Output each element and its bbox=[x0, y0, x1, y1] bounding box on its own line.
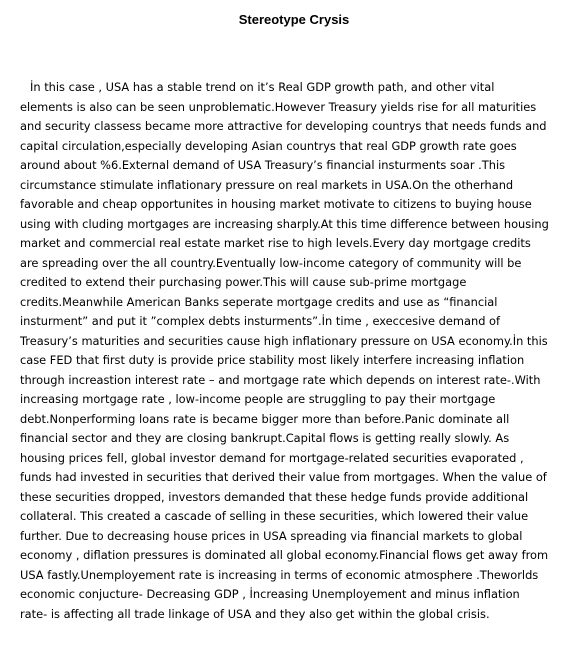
document-title: Stereotype Crysis bbox=[238, 12, 350, 27]
body-paragraph: İn this case , USA has a stable trend on it’s Real GDP growth path, and other vital elements is also can be seen unproblematic.However Treasury yields rise for all maturities and security classess became more attractive for developing countrys that needs funds and capital circulation,especially developing Asian countrys that real GDP growth rate goes around about %6.External demand of USA Treasury’s financial insturments soar .This circumstance stimulate inflationary pressure on real markets in USA.On the otherhand favorable and cheap opportunites in housing market motivate to citizens to buying house using with cluding mortgages are increasing sharply.At this time difference between housing market and commercial real estate market rise to high levels.Every day mortgage credits are spreading over the all country.Eventually low-income category of community will be credited to extend their purchasing power.This will cause sub-prime mortgage credits.Meanwhile American Banks seperate mortgage credits and use as “financial insturment” and put it ”complex debts insturments”.İn time , execcesive demand of Treasury’s maturities and securities cause high inflationary pressure on USA economy.İn this case FED that first duty is provide price stability most likely interfere increasing inflation through increastion interest rate – and mortgage rate which depends on interest rate-.With increasing mortgage rate , low-income people are struggling to pay their mortgage debt.Nonperforming loans rate is became bigger more than before.Panic dominate all financial sector and they are closing bankrupt.Capital flows is getting really slowly. As housing prices fell, global investor demand for mortgage-related securities evaporated , funds had invested in securities that derived their value from mortgages. When the value of these securities dropped, investors demanded that these hedge funds provide additional collateral. This created a cascade of selling in these securities, which lowered their value further. Due to decreasing house prices in USA spreading via financial markets to global economy , diflation pressures is dominated all global economy.Financial flows get away from USA fastly.Unemployement rate is increasing in terms of economic atmosphere .Theworlds economic conjucture- Decreasing GDP , İncreasing Unemployement and minus inflation rate- is affecting all trade linkage of USA and they also get within the global crisis. bbox=[20, 80, 549, 621]
